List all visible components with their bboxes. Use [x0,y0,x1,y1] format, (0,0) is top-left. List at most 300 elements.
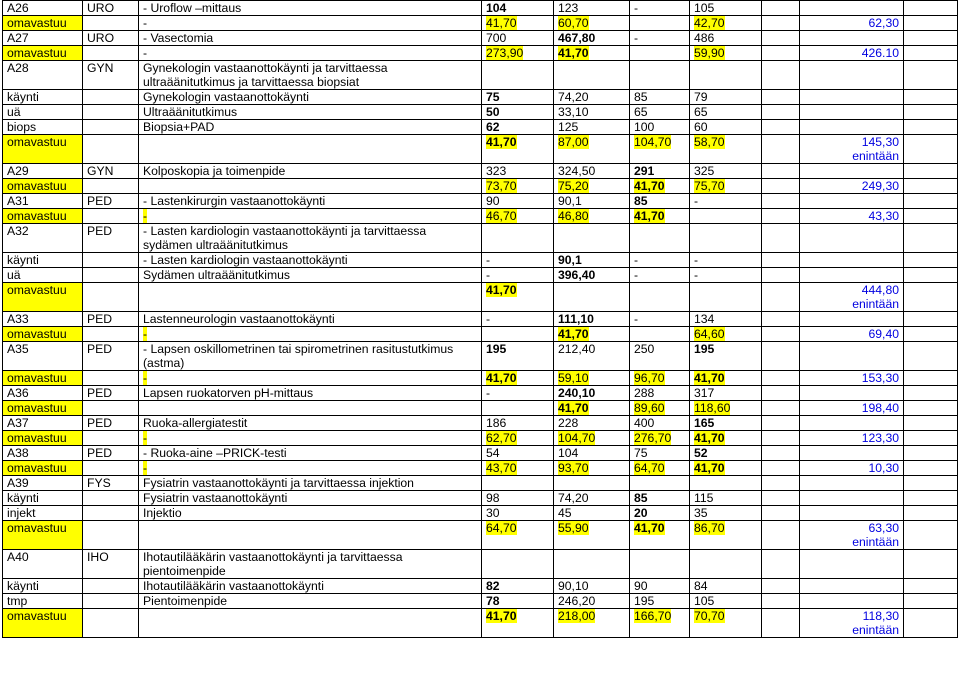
price-col-1 [482,253,554,268]
description-cell [139,416,482,431]
total-col [800,224,904,253]
price-col-3 [630,105,690,120]
price-col-4 [690,164,762,179]
cell-text: A26 [7,1,29,15]
cell-text: - [694,268,699,282]
price-col-3 [630,179,690,194]
enintaan-note: enintään [852,297,899,311]
total-col [800,431,904,446]
cell-text: 41,70 [634,179,665,193]
dept-cell [83,120,139,135]
cell-text: omavastuu [7,521,67,535]
cell-text: 89,60 [634,401,665,415]
cell-text: 125 [558,120,579,134]
cell-text: 323 [486,164,507,178]
cell-text: 317 [694,386,715,400]
total-col [800,491,904,506]
dept-cell [83,550,139,579]
code-cell [3,416,83,431]
dept-cell [83,179,139,194]
spacer-col [762,1,800,16]
extra-col [904,209,958,224]
cell-text: omavastuu [7,609,67,623]
cell-text: Ihotautilääkärin vastaanottokäynti ja tarvittaessa pientoimenpide [143,550,403,578]
cell-text: 60,70 [558,16,589,30]
cell-text: - [694,253,699,267]
cell-text: - Ruoka-aine –PRICK-testi [143,446,287,460]
price-col-1 [482,16,554,31]
price-col-3 [630,283,690,312]
description-cell [139,491,482,506]
cell-text: 325 [694,164,715,178]
service-row [3,224,958,253]
total-col [800,506,904,521]
service-row [3,446,958,461]
price-col-4 [690,594,762,609]
spacer-col [762,401,800,416]
spacer-col [762,594,800,609]
price-col-4 [690,386,762,401]
extra-col [904,90,958,105]
price-col-1 [482,506,554,521]
total-col [800,327,904,342]
total-col [800,16,904,31]
service-row [3,105,958,120]
extra-col [904,179,958,194]
price-col-1 [482,609,554,638]
code-cell [3,1,83,16]
extra-col [904,194,958,209]
cell-text: 212,40 [558,342,596,356]
cell-text: 43,70 [486,461,517,475]
description-cell [139,371,482,386]
cell-text: 218,00 [558,609,596,623]
cell-text: 41,70 [486,371,517,385]
cell-text: 62 [486,120,500,134]
cell-text: 93,70 [558,461,589,475]
price-col-3 [630,386,690,401]
cell-text: 75 [634,446,648,460]
cell-text: - [143,209,148,223]
cell-text: A38 [7,446,29,460]
price-col-1 [482,594,554,609]
cell-text: 74,20 [558,90,589,104]
price-col-4 [690,16,762,31]
service-row [3,342,958,371]
cell-text: - Vasectomia [143,31,214,45]
code-cell [3,194,83,209]
code-cell [3,327,83,342]
cell-text: GYN [87,164,114,178]
cell-text: 58,70 [694,135,725,149]
price-col-3 [630,120,690,135]
cell-text: käynti [7,491,39,505]
cell-text: Gynekologin vastaanottokäynti ja tarvittaessa ultraäänitutkimus ja tarvittaessa biopsiat [143,61,388,89]
cell-text: 85 [634,491,648,505]
price-col-3 [630,164,690,179]
description-cell [139,283,482,312]
price-col-2 [554,416,630,431]
cell-text: omavastuu [7,431,67,445]
code-cell [3,550,83,579]
price-table [2,0,958,638]
price-col-1 [482,327,554,342]
dept-cell [83,16,139,31]
cell-text: FYS [87,476,111,490]
cell-text: 426.10 [861,46,899,60]
cell-text: 59,10 [558,371,589,385]
code-cell [3,491,83,506]
price-col-3 [630,16,690,31]
spacer-col [762,283,800,312]
spacer-col [762,164,800,179]
cell-text: 249,30 [861,179,899,193]
dept-cell [83,609,139,638]
price-col-2 [554,135,630,164]
price-col-2 [554,61,630,90]
spacer-col [762,61,800,90]
description-cell [139,1,482,16]
cell-text: - [486,386,491,400]
spacer-col [762,416,800,431]
cell-text: 153,30 [861,371,899,385]
description-cell [139,521,482,550]
cell-text: - [634,253,639,267]
cell-text: - [486,253,491,267]
price-col-2 [554,179,630,194]
extra-col [904,401,958,416]
extra-col [904,342,958,371]
code-cell [3,431,83,446]
price-col-3 [630,135,690,164]
price-col-1 [482,179,554,194]
description-cell [139,327,482,342]
cell-text: PED [87,312,113,326]
price-col-4 [690,46,762,61]
price-col-2 [554,609,630,638]
cell-text: - Lapsen oskillometrinen tai spirometrinen rasitustutkimus (astma) [143,342,454,370]
description-cell [139,90,482,105]
price-col-1 [482,283,554,312]
cell-text: 104 [558,446,579,460]
cell-text: A29 [7,164,29,178]
cell-text: PED [87,194,113,208]
price-col-4 [690,312,762,327]
dept-cell [83,90,139,105]
cell-text: - [694,194,699,208]
price-col-4 [690,609,762,638]
cell-text: Ultraäänitutkimus [143,105,238,119]
price-col-2 [554,476,630,491]
cell-text: omavastuu [7,401,67,415]
cell-text: omavastuu [7,461,67,475]
price-col-2 [554,431,630,446]
extra-col [904,16,958,31]
total-col [800,135,904,164]
code-cell [3,461,83,476]
spacer-col [762,179,800,194]
code-cell [3,164,83,179]
dept-cell [83,506,139,521]
description-cell [139,579,482,594]
code-cell [3,476,83,491]
cell-text: 288 [634,386,655,400]
cell-text: 60 [694,120,708,134]
price-col-2 [554,550,630,579]
spacer-col [762,312,800,327]
cell-text: A39 [7,476,29,490]
price-col-1 [482,61,554,90]
omavastuu-row [3,46,958,61]
cell-text: 82 [486,579,500,593]
price-col-2 [554,90,630,105]
cell-text: 64,70 [486,521,517,535]
price-col-1 [482,371,554,386]
extra-col [904,31,958,46]
total-col [800,268,904,283]
description-cell [139,342,482,371]
dept-cell [83,521,139,550]
description-cell [139,135,482,164]
cell-text: PED [87,446,113,460]
cell-text: 246,20 [558,594,596,608]
description-cell [139,105,482,120]
price-col-2 [554,194,630,209]
spacer-col [762,105,800,120]
cell-text: 41,70 [694,431,725,445]
price-col-1 [482,550,554,579]
cell-text: 165 [694,416,715,430]
cell-text: 90 [486,194,500,208]
description-cell [139,120,482,135]
code-cell [3,135,83,164]
cell-text: PED [87,224,113,238]
total-col [800,550,904,579]
cell-text: omavastuu [7,135,67,149]
extra-col [904,224,958,253]
total-col [800,61,904,90]
price-col-2 [554,521,630,550]
cell-text: Lapsen ruokatorven pH-mittaus [143,386,314,400]
service-row [3,164,958,179]
price-col-1 [482,491,554,506]
extra-col [904,105,958,120]
price-col-4 [690,476,762,491]
description-cell [139,312,482,327]
cell-text: Injektio [143,506,182,520]
price-col-1 [482,476,554,491]
service-row [3,120,958,135]
price-col-4 [690,90,762,105]
cell-text: omavastuu [7,327,67,341]
code-cell [3,105,83,120]
cell-text: A35 [7,342,29,356]
cell-text: 79 [694,90,708,104]
description-cell [139,179,482,194]
code-cell [3,179,83,194]
price-col-2 [554,209,630,224]
service-row [3,61,958,90]
cell-text: injekt [7,506,36,520]
omavastuu-row [3,461,958,476]
cell-text: 186 [486,416,507,430]
cell-text: Biopsia+PAD [143,120,215,134]
cell-text: Ruoka-allergiatestit [143,416,248,430]
cell-text: 43,30 [868,209,899,223]
cell-text: 324,50 [558,164,596,178]
price-col-3 [630,506,690,521]
total-col [800,609,904,638]
cell-text: 41,70 [558,46,589,60]
cell-text: A32 [7,224,29,238]
description-cell [139,194,482,209]
cell-text: 41,70 [634,209,665,223]
cell-text: uä [7,268,21,282]
price-col-4 [690,179,762,194]
price-col-1 [482,268,554,283]
spacer-col [762,194,800,209]
omavastuu-row [3,135,958,164]
cell-text: A36 [7,386,29,400]
spacer-col [762,327,800,342]
spacer-col [762,506,800,521]
dept-cell [83,342,139,371]
price-col-1 [482,342,554,371]
code-cell [3,401,83,416]
cell-text: 105 [694,1,715,15]
spacer-col [762,120,800,135]
price-col-3 [630,224,690,253]
price-col-4 [690,431,762,446]
total-col [800,209,904,224]
cell-text: 104,70 [634,135,672,149]
spacer-col [762,461,800,476]
cell-text: - [486,312,491,326]
extra-col [904,416,958,431]
price-col-4 [690,491,762,506]
total-col [800,476,904,491]
cell-text: 111,10 [558,312,594,326]
cell-text: 123 [558,1,579,15]
extra-col [904,164,958,179]
code-cell [3,253,83,268]
dept-cell [83,446,139,461]
price-col-2 [554,46,630,61]
price-col-1 [482,194,554,209]
price-col-2 [554,491,630,506]
code-cell [3,386,83,401]
service-row [3,253,958,268]
total-col [800,579,904,594]
dept-cell [83,46,139,61]
cell-text: URO [87,1,115,15]
cell-text: 115 [694,491,714,505]
price-col-4 [690,401,762,416]
price-col-4 [690,209,762,224]
cell-text: 75,20 [558,179,589,193]
code-cell [3,594,83,609]
cell-text: 65 [694,105,708,119]
cell-text: 276,70 [634,431,672,445]
cell-text: - [143,461,148,475]
price-col-4 [690,371,762,386]
cell-text: - [634,268,639,282]
cell-text: 42,70 [694,16,725,30]
service-row [3,594,958,609]
price-col-4 [690,268,762,283]
cell-text: 41,70 [634,521,665,535]
description-cell [139,401,482,416]
code-cell [3,31,83,46]
price-col-3 [630,209,690,224]
omavastuu-row [3,609,958,638]
cell-text: 41,70 [486,16,517,30]
price-col-2 [554,224,630,253]
price-col-4 [690,327,762,342]
cell-text: 118,30 [862,609,899,623]
dept-cell [83,253,139,268]
cell-text: 52 [694,446,708,460]
cell-text: 41,70 [486,135,517,149]
cell-text: 84 [694,579,708,593]
price-col-4 [690,579,762,594]
code-cell [3,268,83,283]
total-col [800,416,904,431]
price-col-3 [630,31,690,46]
extra-col [904,371,958,386]
extra-col [904,120,958,135]
price-col-2 [554,120,630,135]
price-col-2 [554,579,630,594]
cell-text: 41,70 [558,401,589,415]
cell-text: - [143,46,148,60]
cell-text: 78 [486,594,500,608]
price-col-4 [690,446,762,461]
service-row [3,476,958,491]
price-col-2 [554,16,630,31]
total-col [800,521,904,550]
spacer-col [762,342,800,371]
extra-col [904,135,958,164]
cell-text: käynti [7,253,39,267]
dept-cell [83,312,139,327]
cell-text: 98 [486,491,500,505]
spacer-col [762,46,800,61]
price-col-3 [630,401,690,416]
cell-text: 46,80 [558,209,589,223]
code-cell [3,312,83,327]
cell-text: 35 [694,506,708,520]
code-cell [3,342,83,371]
price-col-3 [630,371,690,386]
price-col-2 [554,371,630,386]
total-col [800,461,904,476]
price-col-4 [690,31,762,46]
cell-text: 400 [634,416,655,430]
extra-col [904,253,958,268]
price-col-1 [482,90,554,105]
cell-text: Fysiatrin vastaanottokäynti ja tarvittaessa injektion [143,476,414,490]
description-cell [139,268,482,283]
cell-text: 10,30 [868,461,899,475]
cell-text: omavastuu [7,16,67,30]
price-col-1 [482,431,554,446]
code-cell [3,46,83,61]
price-col-4 [690,461,762,476]
cell-text: 75,70 [694,179,725,193]
spacer-col [762,253,800,268]
cell-text: 41,70 [486,283,517,297]
